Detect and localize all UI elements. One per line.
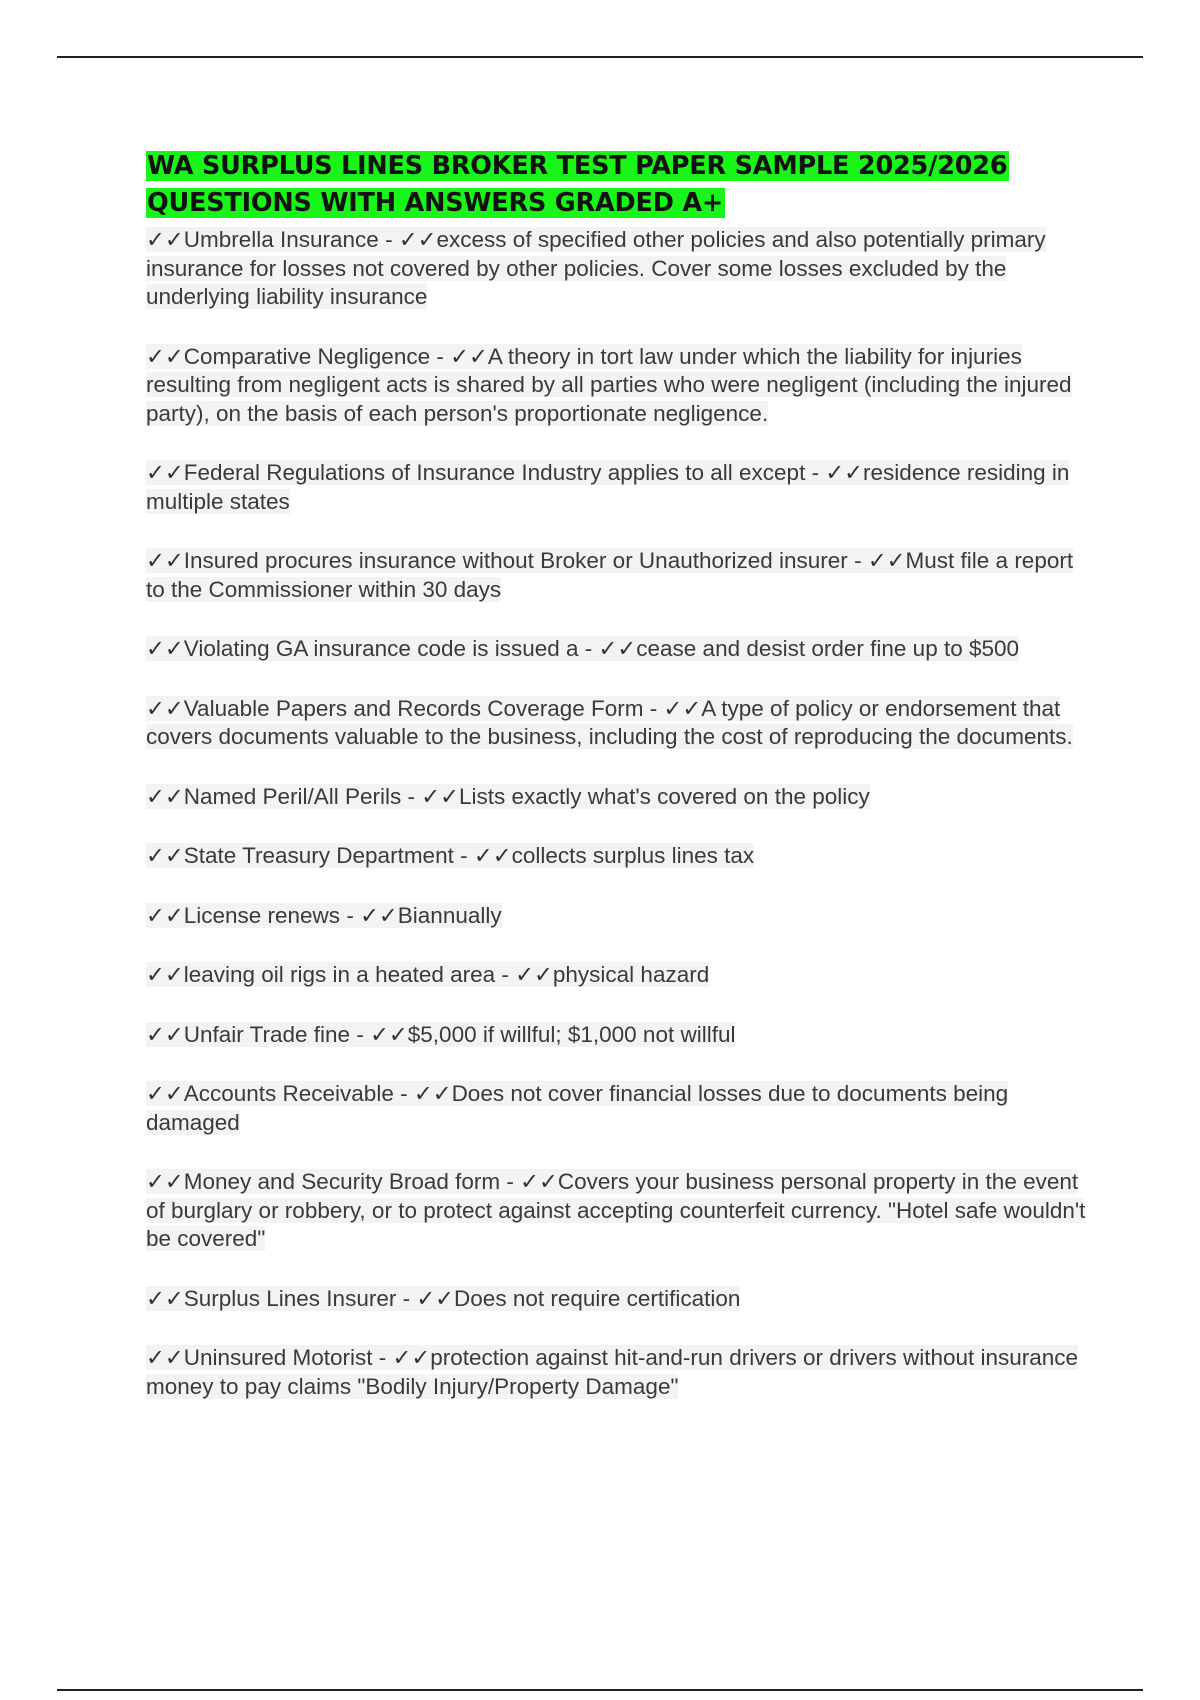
separator: -: [847, 548, 868, 573]
checkmark-icon: ✓✓: [146, 902, 184, 928]
checkmark-icon: ✓✓: [867, 548, 906, 573]
answer: Lists exactly what's covered on the policy: [459, 783, 870, 809]
qa-item: [146, 547, 1096, 604]
question: Accounts Receivable: [183, 1081, 394, 1106]
answer: Biannually: [397, 902, 502, 928]
question: Valuable Papers and Records Coverage Form: [183, 695, 644, 721]
checkmark-icon: ✓✓: [146, 843, 184, 868]
checkmark-icon: ✓✓: [146, 1021, 184, 1047]
checkmark-icon: ✓✓: [421, 783, 459, 809]
checkmark-icon: ✓✓: [473, 843, 512, 868]
checkmark-icon: ✓✓: [398, 227, 437, 252]
checkmark-icon: ✓✓: [370, 1021, 408, 1047]
top-rule: [57, 56, 1143, 58]
qa-item: [146, 635, 1096, 664]
answer: A theory in tort law under which the liability for injuries resulting from negligent acts is shared by all parties who were negligent (including the injured party), on the basis of each person's proportionate negligence.: [146, 343, 1072, 426]
qa-item: [146, 1080, 1096, 1137]
question: Uninsured Motorist: [183, 1345, 373, 1370]
separator: -: [340, 902, 361, 928]
checkmark-icon: ✓✓: [515, 962, 553, 987]
title-line-2: QUESTIONS WITH ANSWERS GRADED A+: [147, 188, 724, 218]
question: Insured procures insurance without Broker or Unauthorized insurer: [183, 548, 848, 573]
answer: cease and desist order fine up to $500: [636, 636, 1020, 661]
answer: residence residing in multiple states: [146, 460, 1070, 514]
qa-item: [146, 1344, 1096, 1401]
qa-item: [146, 842, 1096, 871]
separator: -: [453, 843, 474, 868]
qa-item: [146, 695, 1096, 752]
separator: -: [350, 1021, 371, 1047]
question: State Treasury Department: [183, 843, 454, 868]
separator: -: [495, 962, 516, 987]
question: Federal Regulations of Insurance Industry applies to all except: [183, 460, 806, 485]
answer: A type of policy or endorsement that covers documents valuable to the business, including the cost of reproducing the documents.: [146, 695, 1073, 749]
qa-item: [146, 1021, 1096, 1050]
checkmark-icon: ✓✓: [146, 1169, 184, 1194]
qa-item: [146, 226, 1096, 312]
checkmark-icon: ✓✓: [413, 1081, 452, 1106]
question: Unfair Trade fine: [183, 1021, 351, 1047]
separator: -: [430, 343, 451, 369]
question: Violating GA insurance code is issued a: [183, 636, 579, 661]
checkmark-icon: ✓✓: [146, 1345, 184, 1370]
answer: collects surplus lines tax: [511, 843, 755, 868]
checkmark-icon: ✓✓: [416, 1285, 455, 1311]
qa-item: [146, 343, 1096, 429]
checkmark-icon: ✓✓: [146, 227, 184, 252]
answer: Does not cover financial losses due to documents being damaged: [146, 1081, 1009, 1135]
qa-list: [146, 226, 1096, 1401]
answer: protection against hit-and-run drivers or drivers without insurance money to pay claims "Bodily Injury/Property Damage": [146, 1345, 1079, 1399]
separator: -: [372, 1345, 393, 1370]
question: Comparative Negligence: [183, 343, 431, 369]
answer: $5,000 if willful; $1,000 not willful: [407, 1021, 736, 1047]
title-line-1: WA SURPLUS LINES BROKER TEST PAPER SAMPLE 2025/2026: [147, 151, 1008, 181]
separator: -: [500, 1169, 521, 1194]
answer: Covers your business personal property in the event of burglary or robbery, or to protect against accepting counterfeit currency. "Hotel safe wouldn't be covered": [146, 1169, 1086, 1251]
document-body: [146, 148, 1096, 1432]
bottom-rule: [57, 1689, 1143, 1691]
checkmark-icon: ✓✓: [146, 343, 184, 369]
checkmark-icon: ✓✓: [146, 548, 184, 573]
answer: Does not require certification: [454, 1285, 741, 1311]
checkmark-icon: ✓✓: [146, 1285, 184, 1311]
question: Surplus Lines Insurer: [183, 1285, 397, 1311]
question: Money and Security Broad form: [183, 1169, 501, 1194]
separator: -: [643, 695, 664, 721]
answer: physical hazard: [552, 962, 710, 987]
qa-item: [146, 961, 1096, 990]
checkmark-icon: ✓✓: [146, 460, 184, 485]
checkmark-icon: ✓✓: [146, 783, 184, 809]
checkmark-icon: ✓✓: [146, 695, 184, 721]
checkmark-icon: ✓✓: [146, 636, 184, 661]
separator: -: [393, 1081, 414, 1106]
qa-item: [146, 459, 1096, 516]
qa-item: [146, 783, 1096, 812]
question: Named Peril/All Perils: [183, 783, 402, 809]
checkmark-icon: ✓✓: [360, 902, 398, 928]
checkmark-icon: ✓✓: [598, 636, 637, 661]
checkmark-icon: ✓✓: [663, 695, 702, 721]
separator: -: [378, 227, 399, 252]
document-title: [146, 148, 1096, 222]
qa-item: [146, 1168, 1096, 1254]
checkmark-icon: ✓✓: [825, 460, 864, 485]
question: Umbrella Insurance: [183, 227, 379, 252]
checkmark-icon: ✓✓: [450, 343, 488, 369]
checkmark-icon: ✓✓: [520, 1169, 558, 1194]
answer: Must file a report to the Commissioner within 30 days: [146, 548, 1074, 602]
checkmark-icon: ✓✓: [146, 962, 184, 987]
answer: excess of specified other policies and also potentially primary insurance for losses not covered by other policies. Cover some losses excluded by the underlying liability insurance: [146, 227, 1046, 309]
question: leaving oil rigs in a heated area: [183, 962, 496, 987]
separator: -: [401, 783, 422, 809]
qa-item: [146, 1285, 1096, 1314]
checkmark-icon: ✓✓: [146, 1081, 184, 1106]
separator: -: [578, 636, 599, 661]
question: License renews: [183, 902, 341, 928]
separator: -: [805, 460, 826, 485]
separator: -: [396, 1285, 417, 1311]
checkmark-icon: ✓✓: [392, 1345, 431, 1370]
qa-item: [146, 902, 1096, 931]
